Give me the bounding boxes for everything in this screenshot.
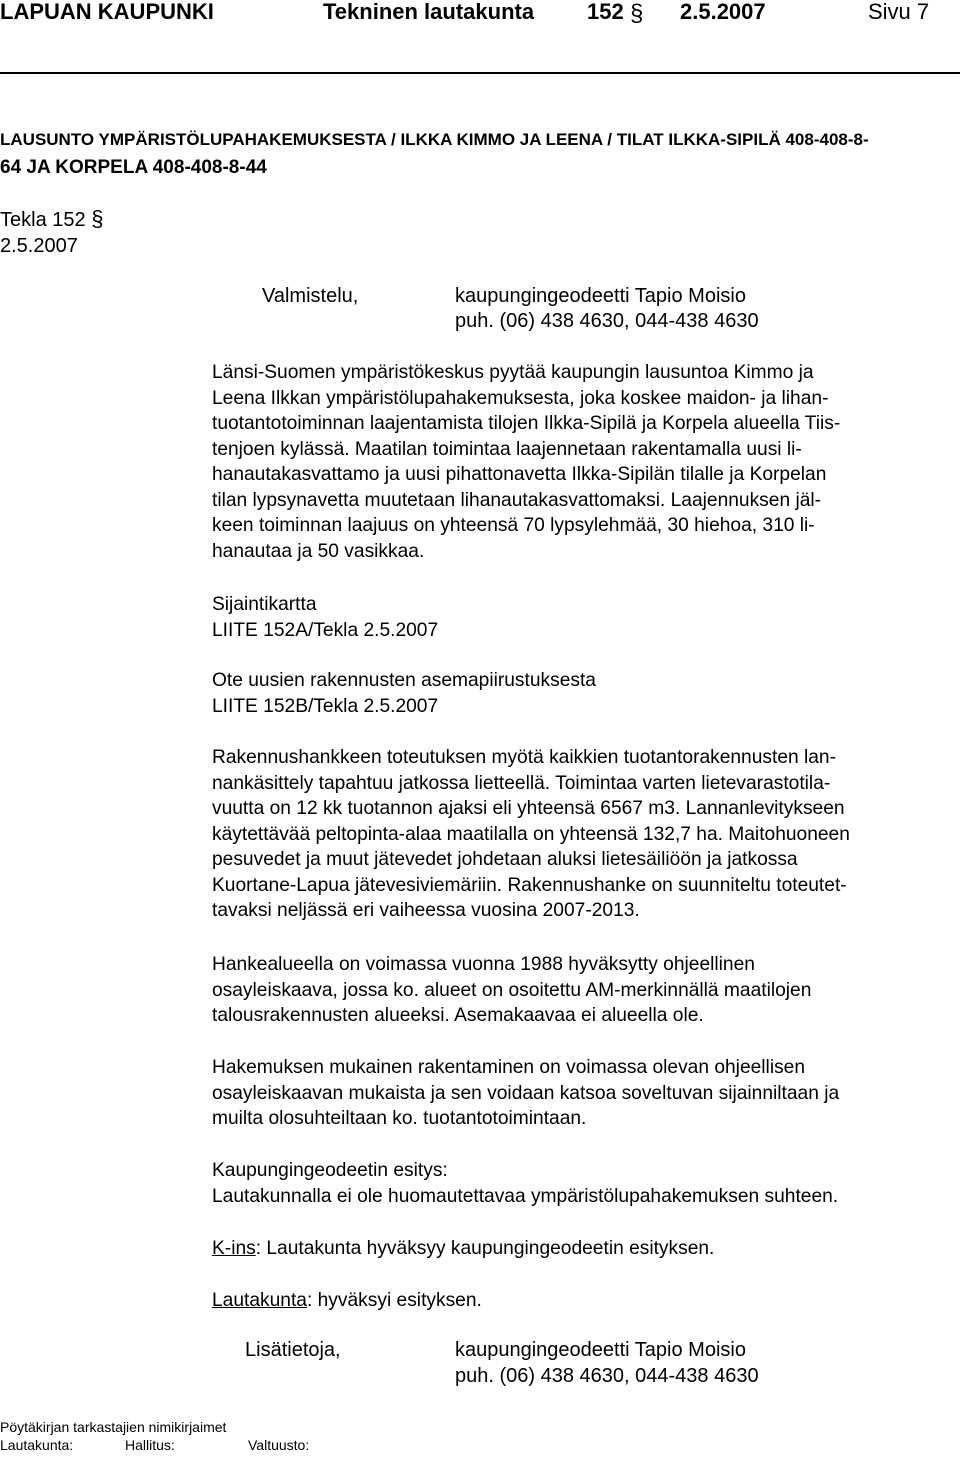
contact-phone: puh. (06) 438 4630, 044-438 4630 [455,1365,759,1387]
contact-name: kaupungingeodeetti Tapio Moisio [455,1339,746,1361]
text-line: käytettävää peltopinta-alaa maatilalla on yhteensä 132,7 ha. Maitohuoneen [212,823,850,845]
item-number: 152 [587,0,624,24]
proposal-paragraph [212,1158,952,1209]
text-line: Leena Ilkkan ympäristölupahakemuksesta, joka koskee maidon- ja lihan- [212,387,829,409]
text-line: tenjoen kylässä. Maatilan toimintaa laajennetaan rakentamalla uusi li- [212,438,802,460]
header-rule [0,72,960,74]
attachment-reference: LIITE 152B/Tekla 2.5.2007 [212,695,439,717]
footer-valtuusto: Valtuusto: [248,1437,310,1453]
document-title [0,126,869,182]
text-line: keen toiminnan laajuus on yhteensä 70 lypsylehmää, 30 hiehoa, 310 li- [212,515,815,536]
intro-paragraph [212,360,952,564]
tekla-line-2: 2.5.2007 [0,235,78,257]
attachment-title: Sijaintikartta [212,594,317,615]
text-line: Rakennushankkeen toteutuksen myötä kaikkien tuotantorakennusten lan- [212,747,836,768]
text-line: muilta olosuhteiltaan ko. tuotantotoimintaan. [212,1108,587,1129]
title-line-1: LAUSUNTO YMPÄRISTÖLUPAHAKEMUKSESTA / ILKKA KIMMO JA LEENA / TILAT ILKKA-SIPILÄ 408-408-8- [0,130,869,149]
board-name: Tekninen lautakunta [323,0,535,24]
attachment-reference: LIITE 152A/Tekla 2.5.2007 [212,619,439,641]
title-line-2: 64 JA KORPELA 408-408-8-44 [0,157,267,178]
text-line: Kuortane-Lapua jätevesiviemäriin. Rakennushanke on suunniteltu toteutet- [212,874,847,896]
kins-text: : Lautakunta hyväksyy kaupungingeodeetin esityksen. [255,1238,715,1259]
text-line: Länsi-Suomen ympäristökeskus pyytää kaupungin lausuntoa Kimmo ja [212,362,814,383]
tekla-reference [0,206,103,259]
footer-hallitus: Hallitus: [125,1437,175,1453]
compliance-paragraph [212,1055,952,1132]
text-line: hanautakasvattamo ja uusi pihattonavetta Ilkka-Sipilän tilalle ja Korpelan [212,464,827,485]
tekla-line-1: Tekla 152 [0,209,86,231]
proposal-heading: Kaupungingeodeetin esitys: [212,1160,448,1181]
proposal-text: Lautakunnalla ei ole huomautettavaa ympäristölupahakemuksen suhteen. [212,1185,839,1207]
drawing-attachment [212,668,952,719]
text-line: Hankealueella on voimassa vuonna 1988 hyväksytty ohjeellinen [212,954,755,975]
text-line: osayleiskaavan mukaista ja sen voidaan katsoa soveltuvan sijainniltaan ja [212,1082,840,1104]
text-line: nankäsittely tapahtuu jatkossa lietteellä. Toimintaa varten lietevarastotila- [212,772,831,794]
page-number: Sivu 7 [868,0,930,24]
text-line: tuotantotoiminnan laajentamista tilojen Ilkka-Sipilä ja Korpela alueella Tiis- [212,413,841,434]
preparation-label: Valmistelu, [262,285,359,307]
kins-label: K-ins [212,1238,256,1259]
decision-label: Lautakunta [212,1290,307,1311]
preparation-name: kaupungingeodeetti Tapio Moisio [455,285,746,307]
text-line: Hakemuksen mukainen rakentaminen on voimassa olevan ohjeellisen [212,1057,806,1078]
contact-label: Lisätietoja, [245,1339,341,1361]
text-line: tavaksi neljässä eri vaiheessa vuosina 2007-2013. [212,900,640,921]
attachment-title: Ote uusien rakennusten asemapiirustuksesta [212,670,596,691]
text-line: osayleiskaava, jossa ko. alueet on osoitettu AM-merkinnällä maatilojen [212,979,812,1001]
text-line: vuutta on 12 kk tuotannon ajaksi eli yhteensä 6567 m3. Lannanlevitykseen [212,798,845,819]
decision-line [212,1288,952,1314]
text-line: pesuvedet ja muut jätevedet johdetaan aluksi lietesäiliöön ja jatkossa [212,849,798,870]
footer-lautakunta: Lautakunta: [0,1437,74,1453]
kins-line [212,1236,952,1262]
plan-paragraph [212,952,952,1029]
org-name-text: LAPUAN KAUPUNKI [0,0,214,24]
text-line: tilan lypsynavetta muutetaan lihanautakasvattomaksi. Laajennuksen jäl- [212,489,822,511]
tekla-section-sign: § [91,206,104,231]
org-name [0,0,214,25]
decision-text: : hyväksyi esityksen. [306,1290,482,1311]
footer-initials-label: Pöytäkirjan tarkastajien nimikirjaimet [0,1419,227,1435]
text-line: hanautaa ja 50 vasikkaa. [212,540,425,562]
text-line: talousrakennusten alueeksi. Asemakaavaa ei alueella ole. [212,1005,704,1026]
section-sign: § [630,0,644,27]
map-attachment [212,592,952,643]
preparation-phone: puh. (06) 438 4630, 044-438 4630 [455,310,759,332]
header-date: 2.5.2007 [680,0,766,24]
project-paragraph [212,745,952,924]
